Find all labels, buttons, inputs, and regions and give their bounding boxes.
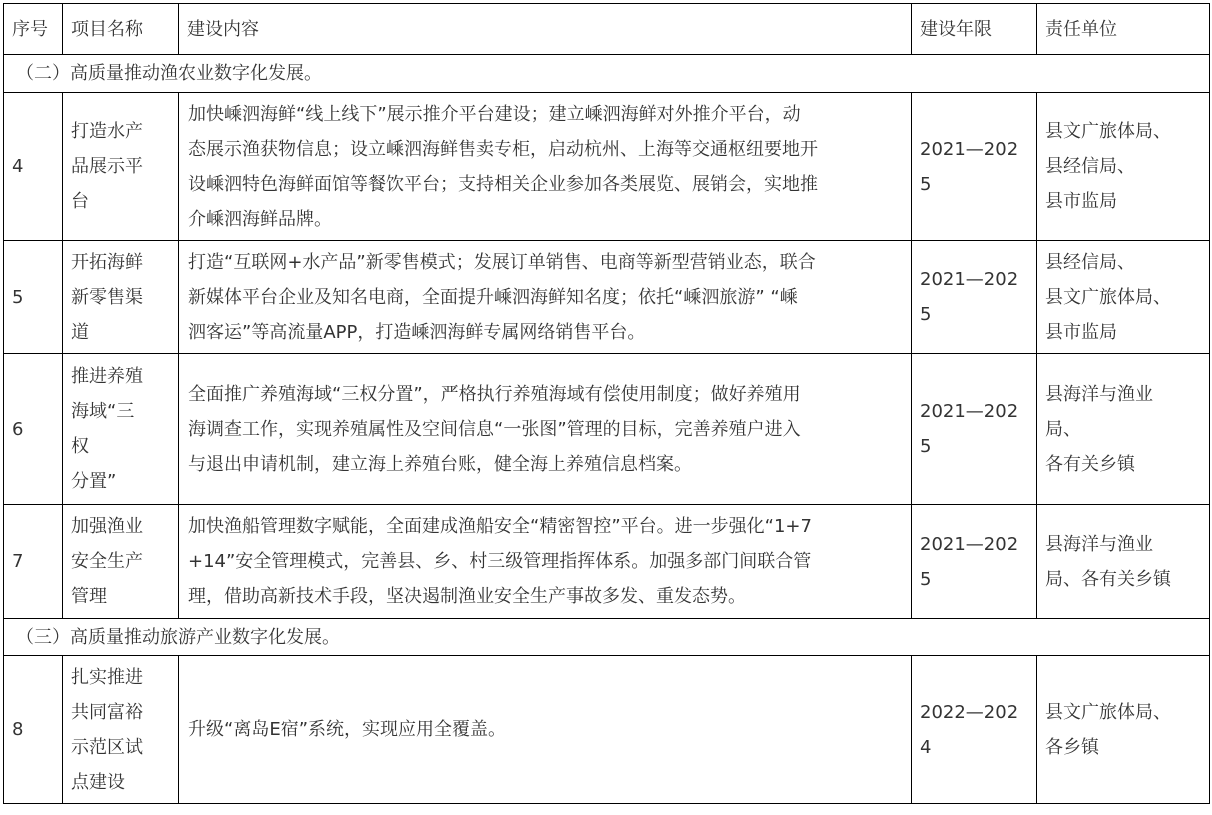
row-content-line: 加快渔船管理数字赋能，全面建成渔船安全“精密智控”平台。进一步强化“1+7 bbox=[188, 516, 812, 537]
row-content-line: 设嵊泗特色海鲜面馆等餐饮平台；支持相关企业参加各类展览、展销会，实地推 bbox=[188, 173, 818, 195]
row-unit bbox=[1037, 241, 1210, 354]
row-content bbox=[179, 93, 912, 241]
row-unit-line: 县文广旅体局、 bbox=[1045, 121, 1171, 142]
row-period-line: 5 bbox=[920, 304, 932, 325]
row-content-line: 介嵊泗海鲜品牌。 bbox=[188, 208, 332, 230]
row-unit bbox=[1037, 354, 1210, 505]
row-name-line: 权 bbox=[71, 436, 89, 457]
row-name-line: 台 bbox=[71, 191, 89, 212]
row-unit-line: 县文广旅体局、 bbox=[1045, 286, 1171, 308]
row-unit-line: 各有关乡镇 bbox=[1045, 453, 1135, 475]
row-content-line: 新媒体平台企业及知名电商，全面提升嵊泗海鲜知名度；依托“嵊泗旅游” “嵊 bbox=[188, 286, 798, 308]
row-content-line: 加快嵊泗海鲜“线上线下”展示推介平台建设；建立嵊泗海鲜对外推介平台，动 bbox=[188, 103, 801, 125]
row-name-line: 管理 bbox=[71, 586, 107, 607]
row-seq: 5 bbox=[4, 241, 63, 354]
row-content bbox=[179, 241, 912, 354]
row-name-line: 开拓海鲜 bbox=[71, 251, 143, 273]
row-content bbox=[179, 354, 912, 505]
row-name bbox=[63, 656, 179, 804]
row-period-line: 5 bbox=[920, 568, 932, 590]
row-unit bbox=[1037, 656, 1210, 804]
row-unit-line: 县文广旅体局、 bbox=[1045, 701, 1171, 723]
row-content-line: 泗客运”等高流量APP，打造嵊泗海鲜专属网络销售平台。 bbox=[188, 321, 646, 343]
row-name-line: 扎实推进 bbox=[71, 666, 143, 688]
row-seq: 6 bbox=[4, 354, 63, 505]
section-row bbox=[4, 55, 1210, 93]
row-content bbox=[179, 656, 912, 804]
row-name bbox=[63, 241, 179, 354]
row-period bbox=[912, 93, 1037, 241]
row-name bbox=[63, 93, 179, 241]
header-unit: 责任单位 bbox=[1037, 4, 1210, 55]
header-name: 项目名称 bbox=[63, 4, 179, 55]
row-name-line: 共同富裕 bbox=[71, 701, 143, 723]
row-name-line: 新零售渠 bbox=[71, 286, 143, 308]
row-content-line: 态展示渔获物信息；设立嵊泗海鲜售卖专柜，启动杭州、上海等交通枢纽要地开 bbox=[188, 138, 818, 160]
row-name bbox=[63, 354, 179, 505]
row-content-line: 理，借助高新技术手段，坚决遏制渔业安全生产事故多发、重发态势。 bbox=[188, 586, 746, 607]
row-name-line: 道 bbox=[71, 321, 89, 343]
row-unit-line: 县海洋与渔业 bbox=[1045, 533, 1153, 555]
section-title: （二）高质量推动渔农业数字化发展。 bbox=[4, 55, 1210, 93]
row-unit-line: 县经信局、 bbox=[1045, 251, 1135, 273]
row-name-line: 点建设 bbox=[71, 771, 125, 793]
section-row bbox=[4, 619, 1210, 656]
row-content-line: 与退出申请机制，建立海上养殖台账，健全海上养殖信息档案。 bbox=[188, 453, 692, 475]
project-table bbox=[3, 3, 1210, 804]
table-row bbox=[4, 93, 1210, 241]
row-unit bbox=[1037, 93, 1210, 241]
row-period-line: 2022—202 bbox=[920, 701, 1019, 723]
row-period-line: 2021—202 bbox=[920, 269, 1019, 290]
row-content-line: +14”安全管理模式，完善县、乡、村三级管理指挥体系。加强多部门间联合管 bbox=[188, 551, 812, 572]
row-unit-line: 各乡镇 bbox=[1045, 736, 1099, 758]
row-period bbox=[912, 656, 1037, 804]
row-name-line: 示范区试 bbox=[71, 736, 143, 758]
row-name-line: 分置” bbox=[71, 471, 117, 492]
row-name-line: 品展示平 bbox=[71, 156, 143, 177]
section-title: （三）高质量推动旅游产业数字化发展。 bbox=[4, 619, 1210, 656]
row-content-line: 升级“离岛E宿”系统，实现应用全覆盖。 bbox=[188, 719, 507, 740]
table-row bbox=[4, 354, 1210, 505]
row-unit-line: 县市监局 bbox=[1045, 321, 1117, 343]
table-row bbox=[4, 656, 1210, 804]
row-name-line: 推进养殖 bbox=[71, 366, 143, 387]
row-name-line: 安全生产 bbox=[71, 551, 143, 572]
row-period-line: 5 bbox=[920, 436, 932, 457]
row-content bbox=[179, 505, 912, 619]
row-period-line: 2021—202 bbox=[920, 138, 1019, 160]
row-unit-line: 县经信局、 bbox=[1045, 156, 1135, 177]
table-row bbox=[4, 241, 1210, 354]
row-period-line: 2021—202 bbox=[920, 533, 1019, 555]
row-period-line: 4 bbox=[920, 736, 932, 758]
row-name-line: 打造水产 bbox=[71, 121, 143, 142]
row-period bbox=[912, 354, 1037, 505]
row-period-line: 2021—202 bbox=[920, 401, 1019, 422]
row-unit-line: 局、 bbox=[1045, 418, 1081, 440]
header-period: 建设年限 bbox=[912, 4, 1037, 55]
header-content: 建设内容 bbox=[179, 4, 912, 55]
row-period-line: 5 bbox=[920, 173, 932, 195]
row-unit-line: 县市监局 bbox=[1045, 191, 1117, 212]
header-seq: 序号 bbox=[4, 4, 63, 55]
row-content-line: 打造“互联网+水产品”新零售模式；发展订单销售、电商等新型营销业态，联合 bbox=[188, 251, 816, 273]
row-unit-line: 县海洋与渔业 bbox=[1045, 383, 1153, 405]
row-name bbox=[63, 505, 179, 619]
row-unit-line: 局、各有关乡镇 bbox=[1045, 568, 1171, 590]
row-unit bbox=[1037, 505, 1210, 619]
header-row bbox=[4, 4, 1210, 55]
row-seq: 7 bbox=[4, 505, 63, 619]
row-content-line: 全面推广养殖海域“三权分置”，严格执行养殖海域有偿使用制度；做好养殖用 bbox=[188, 383, 801, 405]
row-seq: 8 bbox=[4, 656, 63, 804]
row-name-line: 加强渔业 bbox=[71, 516, 143, 537]
row-period bbox=[912, 241, 1037, 354]
row-seq: 4 bbox=[4, 93, 63, 241]
table-row bbox=[4, 505, 1210, 619]
row-name-line: 海域“三 bbox=[71, 401, 135, 422]
row-period bbox=[912, 505, 1037, 619]
row-content-line: 海调查工作，实现养殖属性及空间信息“一张图”管理的目标，完善养殖户进入 bbox=[188, 418, 801, 440]
